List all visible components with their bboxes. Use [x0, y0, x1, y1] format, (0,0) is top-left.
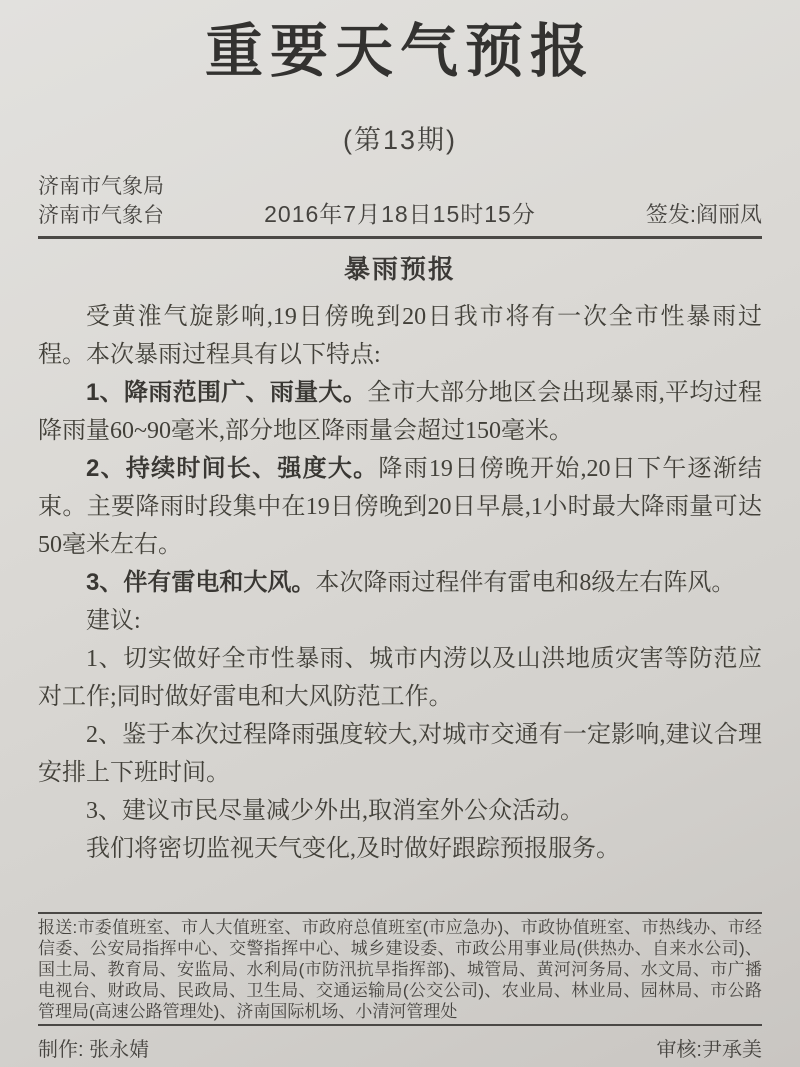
paragraph-text: 3、建议市民尽量减少外出,取消室外公众活动。	[86, 798, 584, 824]
paragraph-intro	[38, 298, 762, 374]
footer-top-rule	[38, 912, 762, 914]
paragraph-text: 受黄淮气旋影响,19日傍晚到20日我市将有一次全市性暴雨过程。本次暴雨过程具有以下特点:	[38, 304, 762, 368]
org-line-bureau: 济南市气象局	[38, 175, 164, 198]
org-names	[38, 172, 264, 230]
distribution-list: 报送:市委值班室、市人大值班室、市政府总值班室(市应急办)、市政协值班室、市热线办、市经信委、公安局指挥中心、交警指挥中心、城乡建设委、市政公用事业局(供热办、自来水公司)、国土局、教育局、安监局、水利局(市防汛抗旱指挥部)、城管局、黄河河务局、水文局、市广播电视台、财政局、民政局、卫生局、交通运输局(公交公司)、农业局、林业局、园林局、市公路管理局(高速公路管理处)、济南国际机场、小清河管理处	[38, 918, 762, 1021]
paragraph-text: 我们将密切监视天气变化,及时做好跟踪预报服务。	[86, 836, 620, 862]
paragraph-lead: 3、伴有雷电和大风。	[86, 569, 316, 596]
document-body	[38, 298, 762, 868]
paragraph-text: 全市大部分地区会出现暴雨,平均过程降雨量60~90毫米,部分地区降雨量会超过150毫米。	[38, 380, 762, 444]
header-row	[38, 172, 762, 230]
paragraph-suggestion-3	[38, 792, 762, 830]
paragraph-text: 本次降雨过程伴有雷电和8级左右阵风。	[315, 570, 736, 596]
issuer-signature: 签发:阎丽凤	[645, 202, 762, 227]
paragraph-closing	[38, 830, 762, 868]
paragraph-suggestion-header	[38, 602, 762, 640]
paragraph-lead: 2、持续时间长、强度大。	[86, 455, 379, 482]
paragraph-text: 建议:	[86, 608, 141, 634]
paragraph-feature-2	[38, 450, 762, 564]
footer-bottom-rule	[38, 1024, 762, 1026]
paragraph-lead: 1、降雨范围广、雨量大。	[86, 379, 368, 406]
issue-datetime: 2016年7月18日15时15分	[264, 201, 536, 227]
paragraph-feature-1	[38, 374, 762, 450]
paragraph-text: 1、切实做好全市性暴雨、城市内涝以及山洪地质灾害等防范应对工作;同时做好雷电和大风防范工作。	[38, 646, 762, 710]
paragraph-suggestion-2	[38, 716, 762, 792]
document-title: 重要天气预报	[204, 19, 595, 84]
credits-row	[38, 1033, 762, 1062]
paragraph-suggestion-1	[38, 640, 762, 716]
header-rule	[38, 236, 762, 239]
section-title: 暴雨预报	[343, 255, 456, 284]
maker-credit: 制作: 张永婧	[38, 1039, 150, 1061]
paragraph-text: 降雨19日傍晚开始,20日下午逐渐结束。主要降雨时段集中在19日傍晚到20日早晨,1小时最大降雨量可达50毫米左右。	[38, 456, 762, 558]
issue-number: (第13期)	[342, 125, 457, 155]
paragraph-feature-3	[38, 564, 762, 602]
paragraph-text: 2、鉴于本次过程降雨强度较大,对城市交通有一定影响,建议合理安排上下班时间。	[38, 722, 762, 786]
org-line-station: 济南市气象台	[38, 204, 164, 227]
reviewer-credit: 审核:尹承美	[656, 1039, 762, 1061]
